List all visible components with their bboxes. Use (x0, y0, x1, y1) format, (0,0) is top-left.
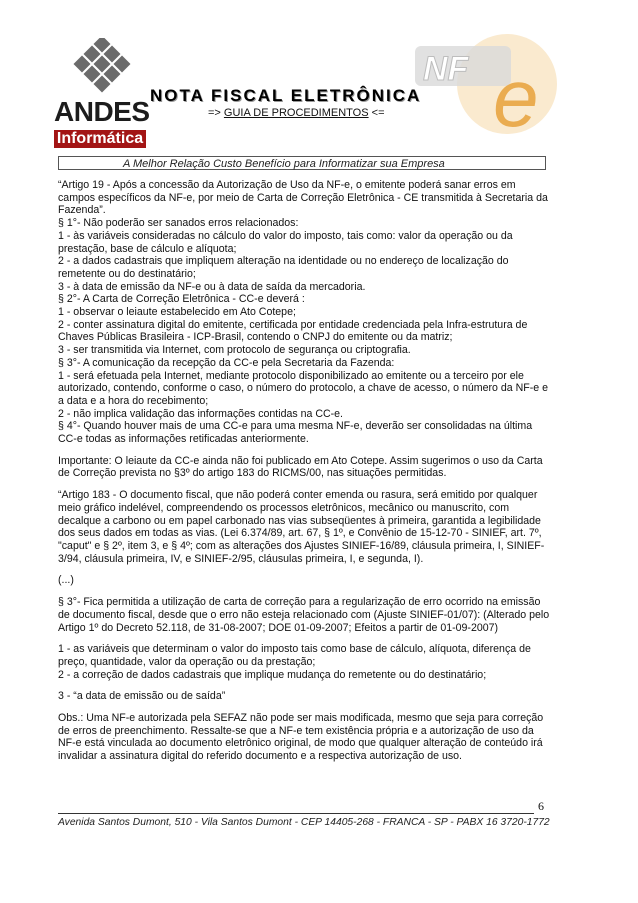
list-item: 1 - as variáveis que determinam o valor do imposto tais como base de cálculo, alíquota, diferença de preço, quantidade, valor da operação ou da prestação; (58, 643, 531, 668)
document-title: NOTA FISCAL ELETRÔNICA (150, 86, 422, 105)
guide-subtitle (208, 107, 385, 119)
nfe-logo (395, 30, 565, 140)
svg-text:NF: NF (423, 50, 469, 88)
paragraph: 1 - observar o leiaute estabelecido em Ato Cotepe; (58, 306, 296, 319)
obs-paragraph: Obs.: Uma NF-e autorizada pela SEFAZ não pode ser mais modificada, mesmo que seja para correção de erros de preenchimento. Ressalte-se que a NF-e tem existência própria e a autorização de uso da NF-e está vinculada ao documento eletrônico original, de modo que qualquer alteração de conteúdo irá invalidar a assinatura digital do referido documento e a respectiva autorização de uso. (58, 712, 544, 763)
paragraph: § 4°- Quando houver mais de uma CC-e para uma mesma NF-e, deverão ser consolidadas na última CC-e todas as informações retificadas anteriormente. (58, 420, 533, 446)
artigo-19-block (58, 179, 552, 446)
paragraph: § 1°- Não poderão ser sanados erros relacionados: (58, 217, 299, 230)
paragraph: 2 - não implica validação das informações contidas na CC-e. (58, 407, 343, 420)
paragrafo-3: § 3°- Fica permitida a utilização de carta de correção para a regularização de erro ocorrido na emissão de documento fiscal, desde que o erro não esteja relacionado com (Ajuste SINIEF-01/07): (Alterado pelo Artigo 1º do Decreto 52.118, de 31-08-2007; DOE 01-09-2007; Efeitos a partir de 01-09-2007) (58, 596, 550, 634)
paragraph: § 3°- A comunicação da recepção da CC-e pela Secretaria da Fazenda: (58, 356, 395, 369)
paragraph: 2 - conter assinatura digital do emitente, certificada por entidade credenciada pela Infra-estrutura de Chaves Públicas Brasileira - ICP-Brasil, contendo o CNPJ do emitente ou da matriz; (58, 318, 528, 344)
informatica-label: Informática (54, 130, 146, 148)
importante-note: Importante: O leiaute da CC-e ainda não foi publicado em Ato Cotepe. Assim sugerimos o uso da Carta de Correção prevista no §3º do artigo 183 do RICMS/00, nas situações permitidas. (58, 454, 543, 480)
subtitle-prefix: => (208, 107, 221, 119)
paragraph: § 2°- A Carta de Correção Eletrônica - CC-e deverá : (58, 293, 305, 306)
subtitle-suffix: <= (371, 107, 385, 119)
list-item-3: 3 - “a data de emissão ou de saída” (58, 690, 226, 703)
page-number: 6 (538, 799, 544, 813)
svg-text:e: e (493, 53, 539, 140)
guide-link[interactable]: GUIA DE PROCEDIMENTOS (223, 107, 369, 119)
document-body (58, 179, 552, 763)
paragraph: “Artigo 19 - Após a concessão da Autorização de Uso da NF-e, o emitente poderá sanar erros em campos específicos da NF-e, por meio de Carta de Correção Eletrônica - CE transmitida à Secretaria da Fazenda”. (58, 179, 548, 217)
paragraph: 1 - será efetuada pela Internet, mediante protocolo disponibilizado ao emitente ou a terceiro por ele autorizado, contendo, conforme o caso, o número do protocolo, a chave de acesso, o número da NF-e e a data e a hora do recebimento; (58, 369, 548, 407)
page-header (0, 0, 638, 150)
footer-address: Avenida Santos Dumont, 510 - Vila Santos Dumont - CEP 14405-268 - FRANCA - SP - PABX 16 3720-1772 (58, 817, 550, 828)
list-item: 2 - a correção de dados cadastrais que implique mudança do remetente ou do destinatário; (58, 668, 487, 681)
andes-wordmark: ANDES (54, 96, 150, 127)
paragraph: 3 - à data de emissão da NF-e ou à data de saída da mercadoria. (58, 280, 366, 293)
footer-divider (58, 813, 534, 814)
paragraph: 3 - ser transmitida via Internet, com protocolo de segurança ou criptografia. (58, 344, 411, 357)
diamond-grid-icon (68, 38, 138, 100)
paragraph: 2 - a dados cadastrais que impliquem alteração na identidade ou no endereço de localização do remetente ou do destinatário; (58, 255, 509, 280)
slogan-banner: A Melhor Relação Custo Benefício para Informatizar sua Empresa (58, 156, 546, 170)
andes-informatica-logo (52, 38, 152, 147)
paragraph: 1 - às variáveis consideradas no cálculo do valor do imposto, tais como: valor da operação ou da prestação, base de cálculo e alíquota; (58, 229, 513, 255)
artigo-183-paragraph: “Artigo 183 - O documento fiscal, que não poderá conter emenda ou rasura, será emitido por qualquer meio gráfico indelével, compreendendo os processos eletrônicos, mecânico ou manuscrito, com decalque a carbono ou em papel carbonado nas vias subseqüentes à primeira, garantida a legibilidade dos seus dados em todas as vias. (Lei 6.374/89, art. 67, § 1º, e Convênio de 15-12-70 - SINIEF, art. 7º, "caput" e § 2º, item 3, e § 4º; com as alterações dos Ajustes SINIEF-16/89, cláusula primeira, I, SINIEF-3/94, cláusula primeira, IV, e SINIEF-2/95, cláusulas primeira, I, e segunda, I). (58, 489, 545, 565)
ellipsis: (...) (58, 574, 74, 587)
